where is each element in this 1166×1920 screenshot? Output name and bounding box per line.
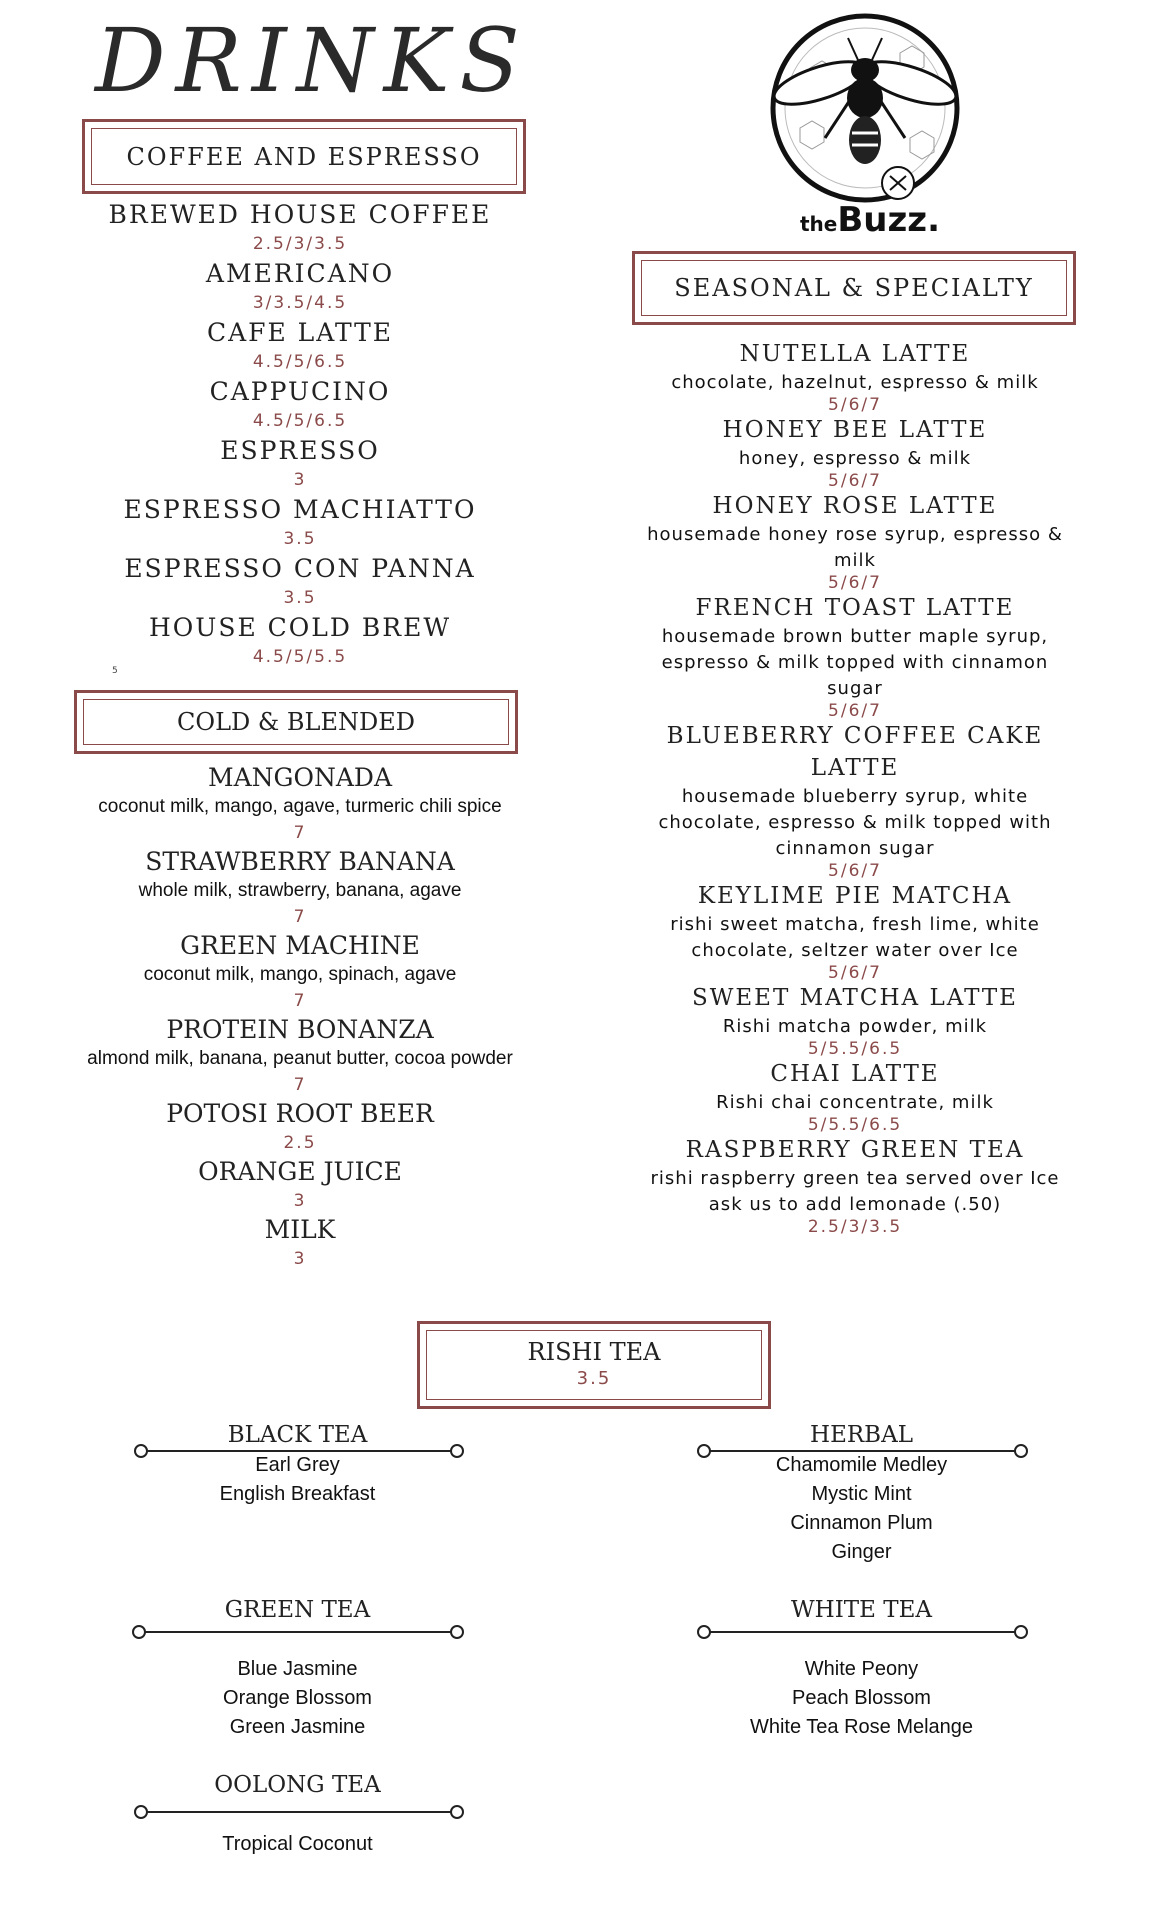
- menu-item: [620, 1058, 1090, 1134]
- item-price: 7: [293, 823, 307, 843]
- item-price: 5/6/7: [828, 471, 882, 491]
- divider: [140, 1631, 458, 1633]
- item-desc: almond milk, banana, peanut butter, cocoa powder: [87, 1048, 513, 1069]
- item-name: KEYLIME PIE MATCHA: [697, 883, 1013, 909]
- item-price: 5/6/7: [828, 701, 882, 721]
- item-desc: espresso & milk topped with cinnamon: [661, 652, 1049, 673]
- item-price: 2.5: [283, 1133, 317, 1153]
- menu-item: [620, 414, 1090, 490]
- menu-item: [40, 553, 560, 611]
- tea-group-title: OOLONG TEA: [214, 1772, 381, 1798]
- cold-header: COLD & BLENDED: [177, 708, 415, 736]
- tea-group-title: HERBAL: [810, 1422, 913, 1448]
- menu-item: [620, 982, 1090, 1058]
- item-name: MILK: [264, 1215, 336, 1244]
- divider-dot: [450, 1805, 464, 1819]
- item-name: CAFE LATTE: [206, 318, 394, 347]
- seasonal-list: [620, 338, 1090, 1236]
- item-price: 3.5: [283, 588, 317, 608]
- item-name: HONEY BEE LATTE: [722, 417, 988, 443]
- item-price: 5/6/7: [828, 395, 882, 415]
- menu-item: [40, 258, 560, 316]
- tea-list: [140, 1830, 455, 1859]
- list-item: Orange Blossom: [223, 1687, 372, 1709]
- list-item: Chamomile Medley: [775, 1454, 948, 1476]
- item-desc: rishi sweet matcha, fresh lime, white: [670, 914, 1040, 935]
- list-item: Green Jasmine: [229, 1716, 366, 1738]
- item-name: AMERICANO: [205, 259, 395, 288]
- item-name: CHAI LATTE: [770, 1061, 940, 1087]
- menu-item: [20, 846, 580, 930]
- item-desc: coconut milk, mango, agave, turmeric chili spice: [98, 796, 502, 817]
- tea-group-title: BLACK TEA: [227, 1422, 368, 1448]
- menu-item: [20, 762, 580, 846]
- list-item: White Tea Rose Melange: [749, 1716, 974, 1738]
- item-price: 3: [293, 1191, 307, 1211]
- item-desc: cinnamon sugar: [775, 838, 935, 859]
- menu-item: [40, 612, 560, 670]
- item-price: 5/6/7: [828, 573, 882, 593]
- item-name: BREWED HOUSE COFFEE: [108, 200, 492, 229]
- divider-dot: [132, 1625, 146, 1639]
- item-name: SWEET MATCHA LATTE: [692, 985, 1018, 1011]
- menu-item: [40, 317, 560, 375]
- menu-item: [620, 880, 1090, 982]
- item-name-cont: LATTE: [810, 755, 900, 781]
- list-item: Blue Jasmine: [237, 1658, 358, 1680]
- item-desc: ask us to add lemonade (.50): [708, 1194, 1002, 1215]
- menu-item: [620, 720, 1090, 880]
- item-price: 4.5/5/6.5: [252, 411, 348, 431]
- item-desc: whole milk, strawberry, banana, agave: [138, 880, 462, 901]
- item-name: CAPPUCINO: [209, 377, 391, 406]
- menu-item: [40, 199, 560, 257]
- item-price: 7: [293, 1075, 307, 1095]
- item-name: PROTEIN BONANZA: [166, 1015, 434, 1044]
- list-item: White Peony: [804, 1658, 919, 1680]
- list-item: Ginger: [831, 1541, 892, 1563]
- tea-group-title: GREEN TEA: [224, 1597, 371, 1623]
- item-desc: chocolate, hazelnut, espresso & milk: [671, 372, 1039, 393]
- item-desc: chocolate, seltzer water over Ice: [691, 940, 1019, 961]
- divider-dot: [450, 1625, 464, 1639]
- item-name: FRENCH TOAST LATTE: [695, 595, 1015, 621]
- item-name: POTOSI ROOT BEER: [166, 1099, 434, 1128]
- cold-header-box: [74, 690, 518, 754]
- item-price: 3/3.5/4.5: [252, 293, 348, 313]
- rishi-price: 3.5: [576, 1368, 612, 1389]
- item-name: ESPRESSO MACHIATTO: [123, 495, 477, 524]
- item-name: ESPRESSO: [220, 436, 380, 465]
- item-desc: Rishi chai concentrate, milk: [716, 1092, 994, 1113]
- item-desc: chocolate, espresso & milk topped with: [658, 812, 1052, 833]
- menu-item: [620, 338, 1090, 414]
- list-item: Peach Blossom: [792, 1687, 931, 1709]
- menu-item: [20, 1098, 580, 1156]
- list-item: English Breakfast: [219, 1483, 376, 1505]
- divider: [140, 1811, 458, 1813]
- tea-list: [704, 1655, 1019, 1742]
- menu-item: [40, 376, 560, 434]
- divider-dot: [697, 1625, 711, 1639]
- tea-list: [140, 1451, 455, 1509]
- item-price: 2.5/3/3.5: [807, 1217, 903, 1237]
- menu-item: [620, 592, 1090, 720]
- tea-list: [704, 1451, 1019, 1567]
- menu-item: [20, 1214, 580, 1272]
- logo-brand-small: the: [800, 212, 838, 236]
- item-name: HOUSE COLD BREW: [148, 613, 452, 642]
- item-price: 3: [293, 1249, 307, 1269]
- item-price: 4.5/5/6.5: [252, 352, 348, 372]
- item-name: STRAWBERRY BANANA: [145, 847, 455, 876]
- tea-group-title: WHITE TEA: [791, 1597, 932, 1623]
- seasonal-header: SEASONAL & SPECIALTY: [674, 274, 1034, 302]
- item-desc: housemade blueberry syrup, white: [681, 786, 1029, 807]
- item-name: BLUEBERRY COFFEE CAKE: [666, 723, 1044, 749]
- item-name: NUTELLA LATTE: [739, 341, 971, 367]
- item-desc: milk: [834, 550, 876, 571]
- page-title: DRINKS: [95, 9, 530, 112]
- menu-item: [40, 435, 560, 493]
- item-price: 2.5/3/3.5: [252, 234, 348, 254]
- list-item: Earl Grey: [255, 1454, 340, 1476]
- menu-item: [620, 490, 1090, 592]
- item-desc: housemade honey rose syrup, espresso &: [647, 524, 1063, 545]
- item-price: 5/5.5/6.5: [807, 1115, 903, 1135]
- item-name: ORANGE JUICE: [198, 1157, 402, 1186]
- coffee-list: [40, 199, 560, 670]
- coffee-header-box: [82, 119, 526, 194]
- item-desc: honey, espresso & milk: [738, 448, 972, 469]
- item-desc: coconut milk, mango, spinach, agave: [143, 964, 457, 985]
- rishi-header: RISHI TEA: [527, 1338, 661, 1366]
- menu-item: [20, 930, 580, 1014]
- seasonal-header-box: [632, 251, 1076, 325]
- item-name: GREEN MACHINE: [180, 931, 420, 960]
- rishi-header-box: [417, 1321, 771, 1409]
- item-desc: Rishi matcha powder, milk: [722, 1016, 988, 1037]
- item-price: 7: [293, 907, 307, 927]
- divider: [704, 1631, 1022, 1633]
- item-desc: rishi raspberry green tea served over Ice: [650, 1168, 1060, 1189]
- menu-item: [620, 1134, 1090, 1236]
- item-desc: sugar: [827, 678, 883, 699]
- divider-dot: [1014, 1625, 1028, 1639]
- list-item: Cinnamon Plum: [790, 1512, 933, 1534]
- coffee-header: COFFEE AND ESPRESSO: [126, 142, 482, 171]
- item-price: 7: [293, 991, 307, 1011]
- cold-list: [20, 762, 580, 1272]
- item-price: 3.5: [283, 529, 317, 549]
- logo-brand-big: Buzz.: [837, 200, 940, 240]
- logo-wordmark: [800, 200, 940, 240]
- list-item: Tropical Coconut: [222, 1833, 373, 1855]
- item-price: 5/6/7: [828, 963, 882, 983]
- item-price: 4.5/5/5.5: [252, 647, 348, 667]
- item-name: HONEY ROSE LATTE: [712, 493, 998, 519]
- item-name: RASPBERRY GREEN TEA: [685, 1137, 1025, 1163]
- item-name: ESPRESSO CON PANNA: [124, 554, 476, 583]
- item-price: 3: [293, 470, 307, 490]
- tea-list: [140, 1655, 455, 1742]
- list-item: Mystic Mint: [811, 1483, 912, 1505]
- divider-dot: [134, 1805, 148, 1819]
- menu-item: [20, 1014, 580, 1098]
- item-price: 5/5.5/6.5: [807, 1039, 903, 1059]
- menu-item: [40, 494, 560, 552]
- item-desc: housemade brown butter maple syrup,: [661, 626, 1049, 647]
- menu-item: [20, 1156, 580, 1214]
- footnote: 5: [112, 666, 118, 676]
- item-price: 5/6/7: [828, 861, 882, 881]
- item-name: MANGONADA: [207, 763, 393, 792]
